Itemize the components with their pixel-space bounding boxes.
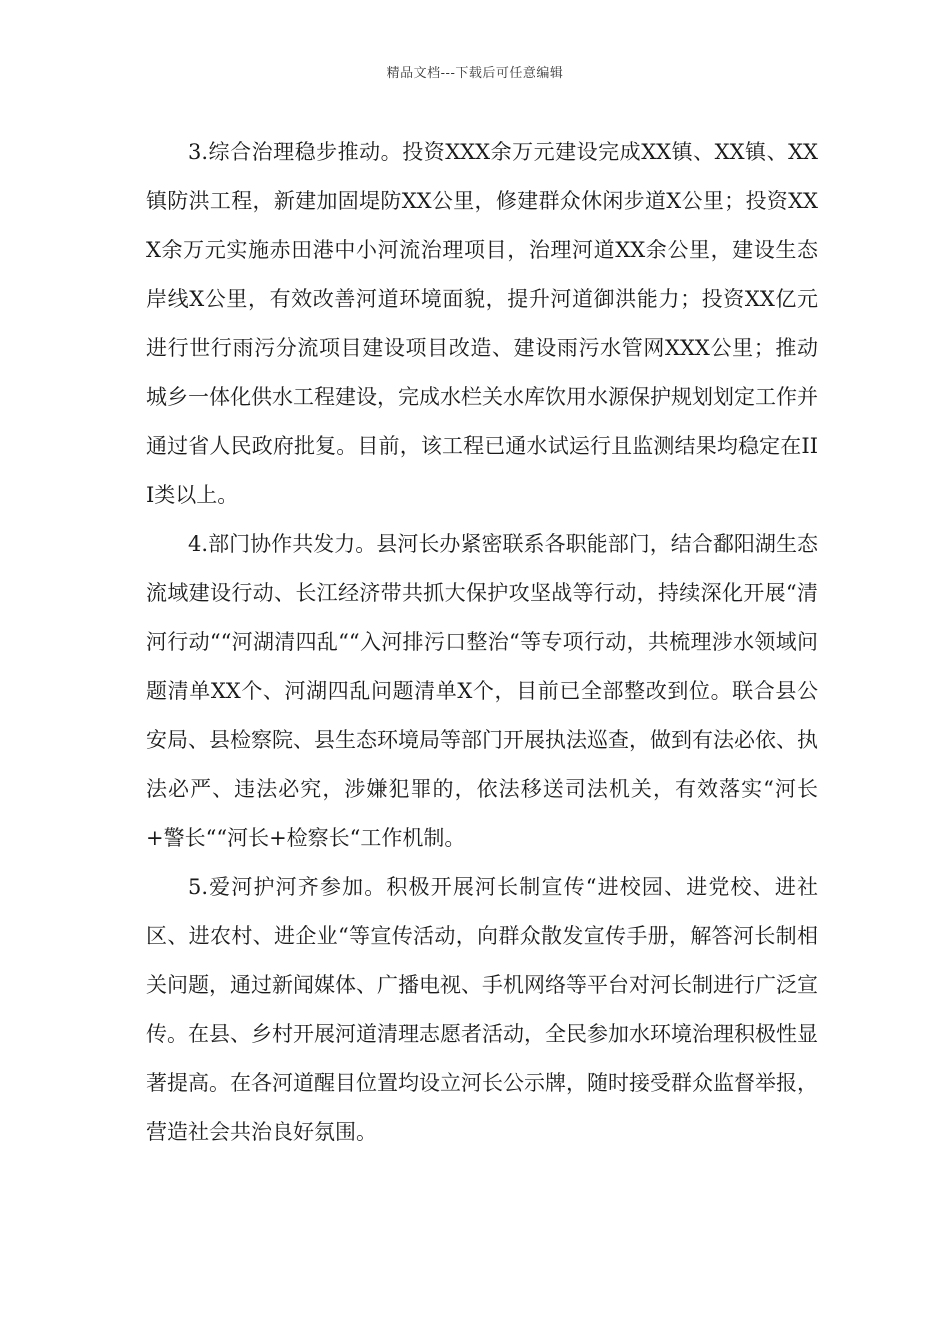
document-body: [146, 128, 818, 1157]
paragraph-comprehensive-governance: 3.综合治理稳步推动。投资XXX余万元建设完成XX镇、XX镇、XX镇防洪工程，新建加固堤防XX公里，修建群众休闲步道X公里；投资XXX余万元实施赤田港中小河流治理项目，治理河道XX余公里，建设生态岸线X公里，有效改善河道环境面貌，提升河道御洪能力；投资XX亿元进行世行雨污分流项目建设项目改造、建设雨污水管网XXX公里；推动城乡一体化供水工程建设，完成水栏关水库饮用水源保护规划划定工作并通过省人民政府批复。目前，该工程已通水试运行且监测结果均稳定在III类以上。: [146, 140, 818, 507]
page-header: 精品文档---下载后可任意编辑: [386, 66, 564, 81]
paragraph-department-cooperation: 4.部门协作共发力。县河长办紧密联系各职能部门，结合鄱阳湖生态流域建设行动、长江经济带共抓大保护攻坚战等行动，持续深化开展“清河行动““河湖清四乱““入河排污口整治“等专项行动，共梳理涉水领域问题清单XX个、河湖四乱问题清单X个，目前已全部整改到位。联合县公安局、县检察院、县生态环境局等部门开展执法巡查，做到有法必依、执法必严、违法必究，涉嫌犯罪的，依法移送司法机关，有效落实“河长+警长““河长+检察长“工作机制。: [146, 532, 818, 850]
paragraph-public-participation: 5.爱河护河齐参加。积极开展河长制宣传“进校园、进党校、进社区、进农村、进企业“等宣传活动，向群众散发宣传手册，解答河长制相关问题，通过新闻媒体、广播电视、手机网络等平台对河长制进行广泛宣传。在县、乡村开展河道清理志愿者活动，全民参加水环境治理积极性显著提高。在各河道醒目位置均设立河长公示牌，随时接受群众监督举报，营造社会共治良好氛围。: [146, 875, 818, 1144]
